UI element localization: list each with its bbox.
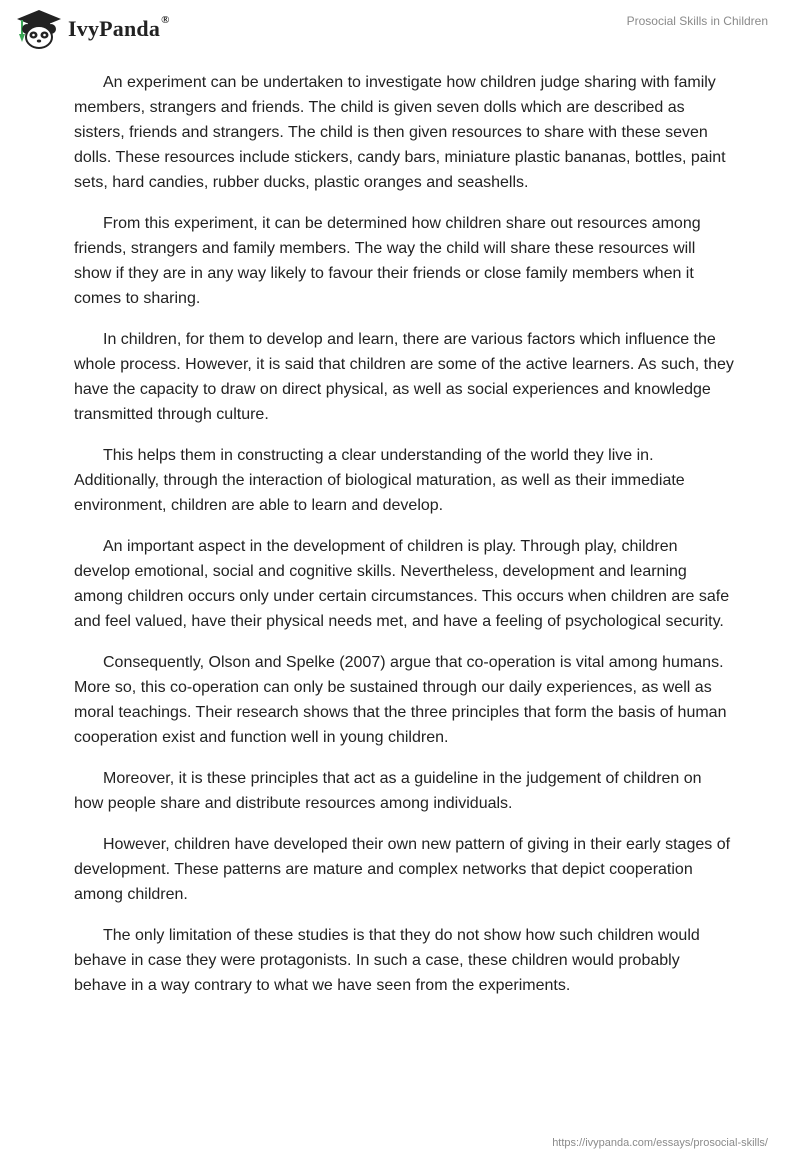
essay-body (74, 70, 734, 1014)
paragraph: The only limitation of these studies is that they do not show how such children would behave in case they were protagonists. In such a case, these children would probably behave in a way contrary to what we have seen from the experiments. (74, 927, 700, 994)
logo-wordmark: IvyPanda® (68, 14, 170, 41)
panda-graduate-icon (14, 8, 64, 50)
running-title: Prosocial Skills in Children (626, 14, 768, 28)
registered-mark: ® (161, 14, 170, 26)
paragraph: Consequently, Olson and Spelke (2007) argue that co-operation is vital among humans. More so, this co-operation can only be sustained through our daily experiences, as well as moral teachings. Their research shows that the three principles that form the basis of human cooperation exist and function well in young children. (74, 654, 727, 746)
page-header (0, 0, 800, 60)
paragraph: This helps them in constructing a clear understanding of the world they live in. Additionally, through the interaction of biological maturation, as well as their immediate environment, children are able to learn and develop. (74, 447, 685, 514)
paragraph: An experiment can be undertaken to investigate how children judge sharing with family members, strangers and friends. The child is given seven dolls which are described as sisters, friends and strangers. The child is then given resources to share with these seven dolls. These resources include stickers, candy bars, miniature plastic bananas, bottles, paint sets, hard candies, rubber ducks, plastic oranges and seashells. (74, 74, 726, 191)
paragraph: However, children have developed their own new pattern of giving in their early stages of development. These patterns are mature and complex networks that depict cooperation among children. (74, 836, 731, 903)
paragraph: Moreover, it is these principles that act as a guideline in the judgement of children on how people share and distribute resources among individuals. (74, 770, 702, 812)
paragraph: In children, for them to develop and learn, there are various factors which influence the whole process. However, it is said that children are some of the active learners. As such, they have the capacity to draw on direct physical, as well as social experiences and knowledge transmitted through culture. (74, 331, 734, 423)
paragraph: An important aspect in the development of children is play. Through play, children develop emotional, social and cognitive skills. Nevertheless, development and learning among children occurs only under certain circumstances. This occurs when children are safe and feel valued, have their physical needs met, and have a feeling of psychological security. (74, 538, 730, 630)
footer-url-link[interactable]: https://ivypanda.com/essays/prosocial-skills/ (552, 1137, 768, 1149)
paragraph: From this experiment, it can be determined how children share out resources among friends, strangers and family members. The way the child will share these resources will show if they are in any way likely to favour their friends or close family members when it comes to sharing. (74, 215, 701, 307)
ivypanda-logo[interactable] (14, 8, 170, 50)
